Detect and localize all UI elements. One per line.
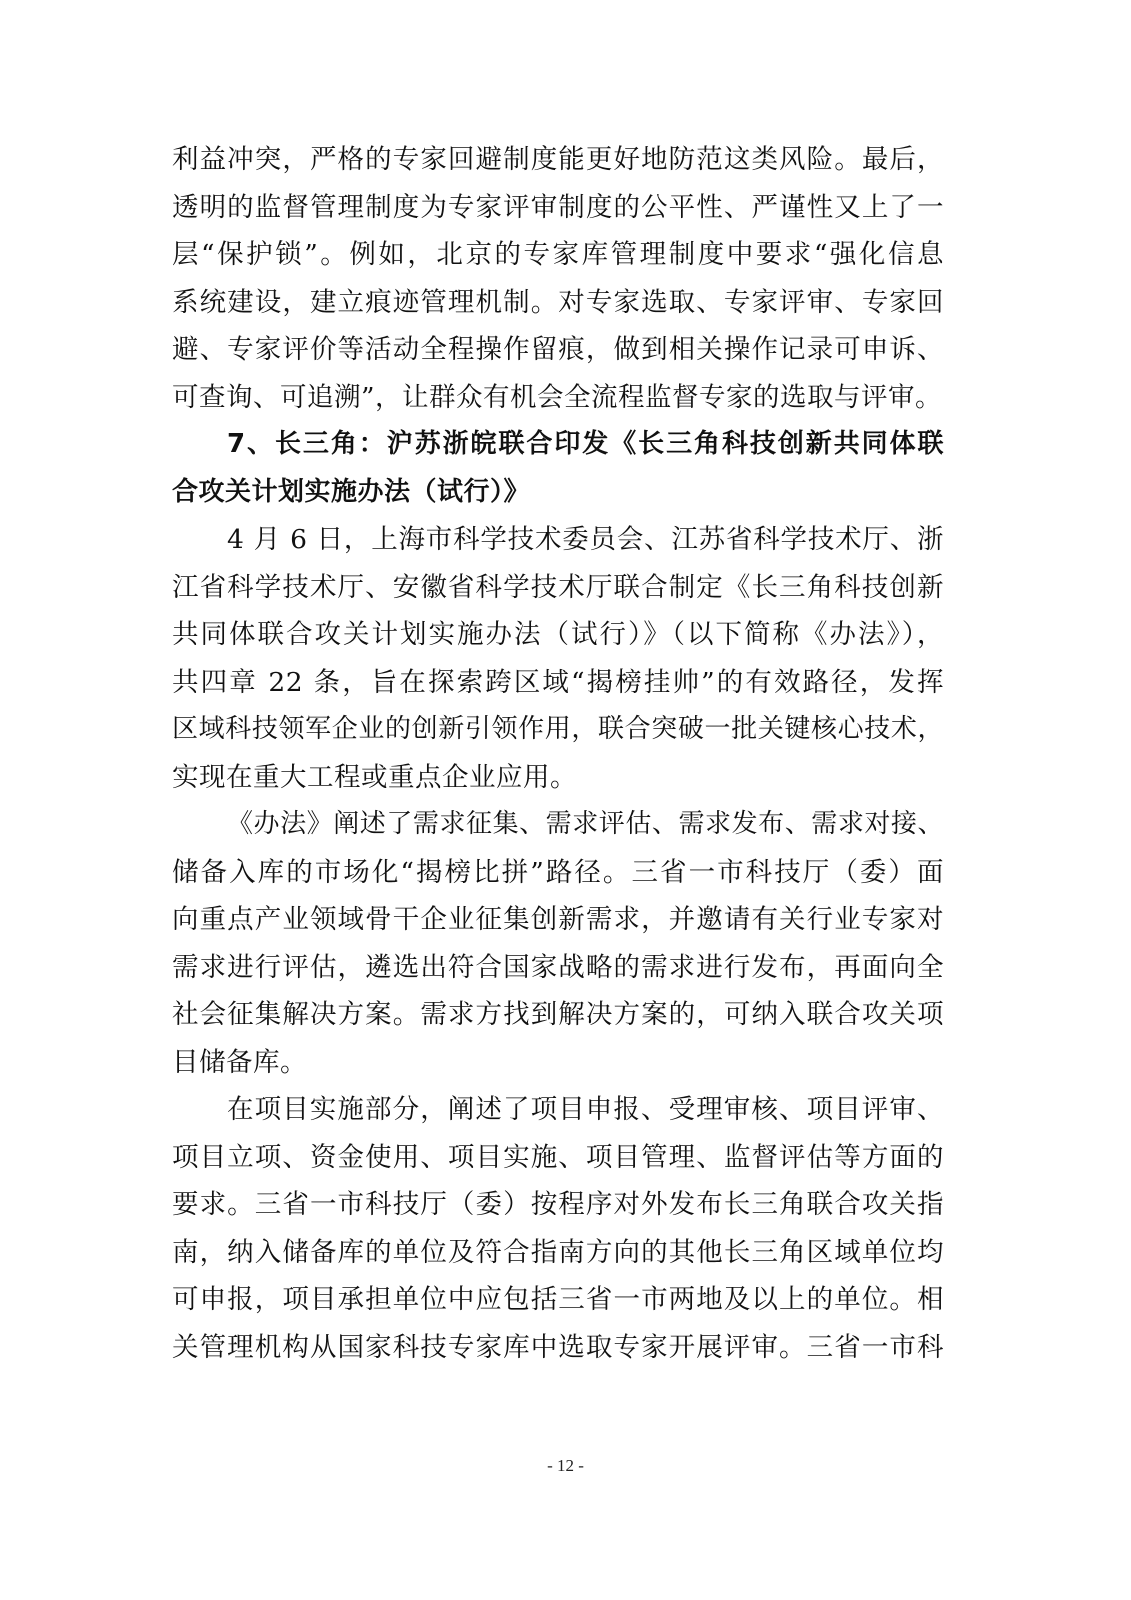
paragraph-continuation	[172, 136, 944, 421]
text-line: 4 月 6 日，上海市科学技术委员会、江苏省科学技术厅、浙	[227, 524, 944, 555]
text-line: 《办法》阐述了需求征集、需求评估、需求发布、需求对接、	[227, 809, 944, 839]
document-body	[172, 136, 944, 1371]
text-line: 可申报，项目承担单位中应包括三省一市两地及以上的单位。相	[172, 1284, 944, 1315]
text-line: 南，纳入储备库的单位及符合指南方向的其他长三角区域单位均	[172, 1236, 944, 1268]
text-line: 避、专家评价等活动全程操作留痕，做到相关操作记录可申诉、	[172, 334, 944, 365]
text-line: 社会征集解决方案。需求方找到解决方案的，可纳入联合攻关项	[172, 999, 944, 1030]
text-line: 可查询、可追溯”，让群众有机会全流程监督专家的选取与评审。	[172, 381, 943, 413]
text-line: 向重点产业领域骨干企业征集创新需求，并邀请有关行业专家对	[172, 904, 944, 935]
text-line: 关管理机构从国家科技专家库中选取专家开展评审。三省一市科	[172, 1331, 944, 1363]
text-line: 利益冲突，严格的专家回避制度能更好地防范这类风险。最后，	[172, 144, 944, 175]
text-line: 层“保护锁”。例如，北京的专家库管理制度中要求“强化信息	[172, 239, 944, 270]
text-line: 项目立项、资金使用、项目实施、项目管理、监督评估等方面的	[172, 1141, 944, 1173]
text-line: 需求进行评估，遴选出符合国家战略的需求进行发布，再面向全	[172, 951, 944, 983]
text-line: 实现在重大工程或重点企业应用。	[172, 761, 577, 793]
page-number: - 12 -	[547, 1456, 584, 1475]
heading-line: 7、长三角：沪苏浙皖联合印发《长三角科技创新共同体联	[227, 429, 944, 459]
heading-line: 合攻关计划实施办法（试行）》	[172, 476, 531, 507]
paragraph	[172, 516, 944, 801]
text-line: 系统建设，建立痕迹管理机制。对专家选取、专家评审、专家回	[172, 286, 944, 318]
text-line: 江省科学技术厅、安徽省科学技术厅联合制定《长三角科技创新	[172, 571, 944, 603]
text-line: 储备入库的市场化“揭榜比拼”路径。三省一市科技厅（委）面	[172, 856, 944, 888]
text-line: 目储备库。	[172, 1046, 307, 1078]
paragraph	[172, 801, 944, 1086]
text-line: 透明的监督管理制度为专家评审制度的公平性、严谨性又上了一	[172, 191, 944, 223]
text-line: 共同体联合攻关计划实施办法（试行）》（以下简称《办法》），	[172, 619, 944, 650]
text-line: 在项目实施部分，阐述了项目申报、受理审核、项目评审、	[227, 1094, 944, 1125]
section-heading	[172, 421, 944, 516]
text-line: 区域科技领军企业的创新引领作用，联合突破一批关键核心技术，	[172, 714, 944, 744]
paragraph	[172, 1086, 944, 1371]
text-line: 共四章 22 条，旨在探索跨区域“揭榜挂帅”的有效路径，发挥	[172, 666, 944, 698]
text-line: 要求。三省一市科技厅（委）按程序对外发布长三角联合攻关指	[172, 1189, 944, 1220]
